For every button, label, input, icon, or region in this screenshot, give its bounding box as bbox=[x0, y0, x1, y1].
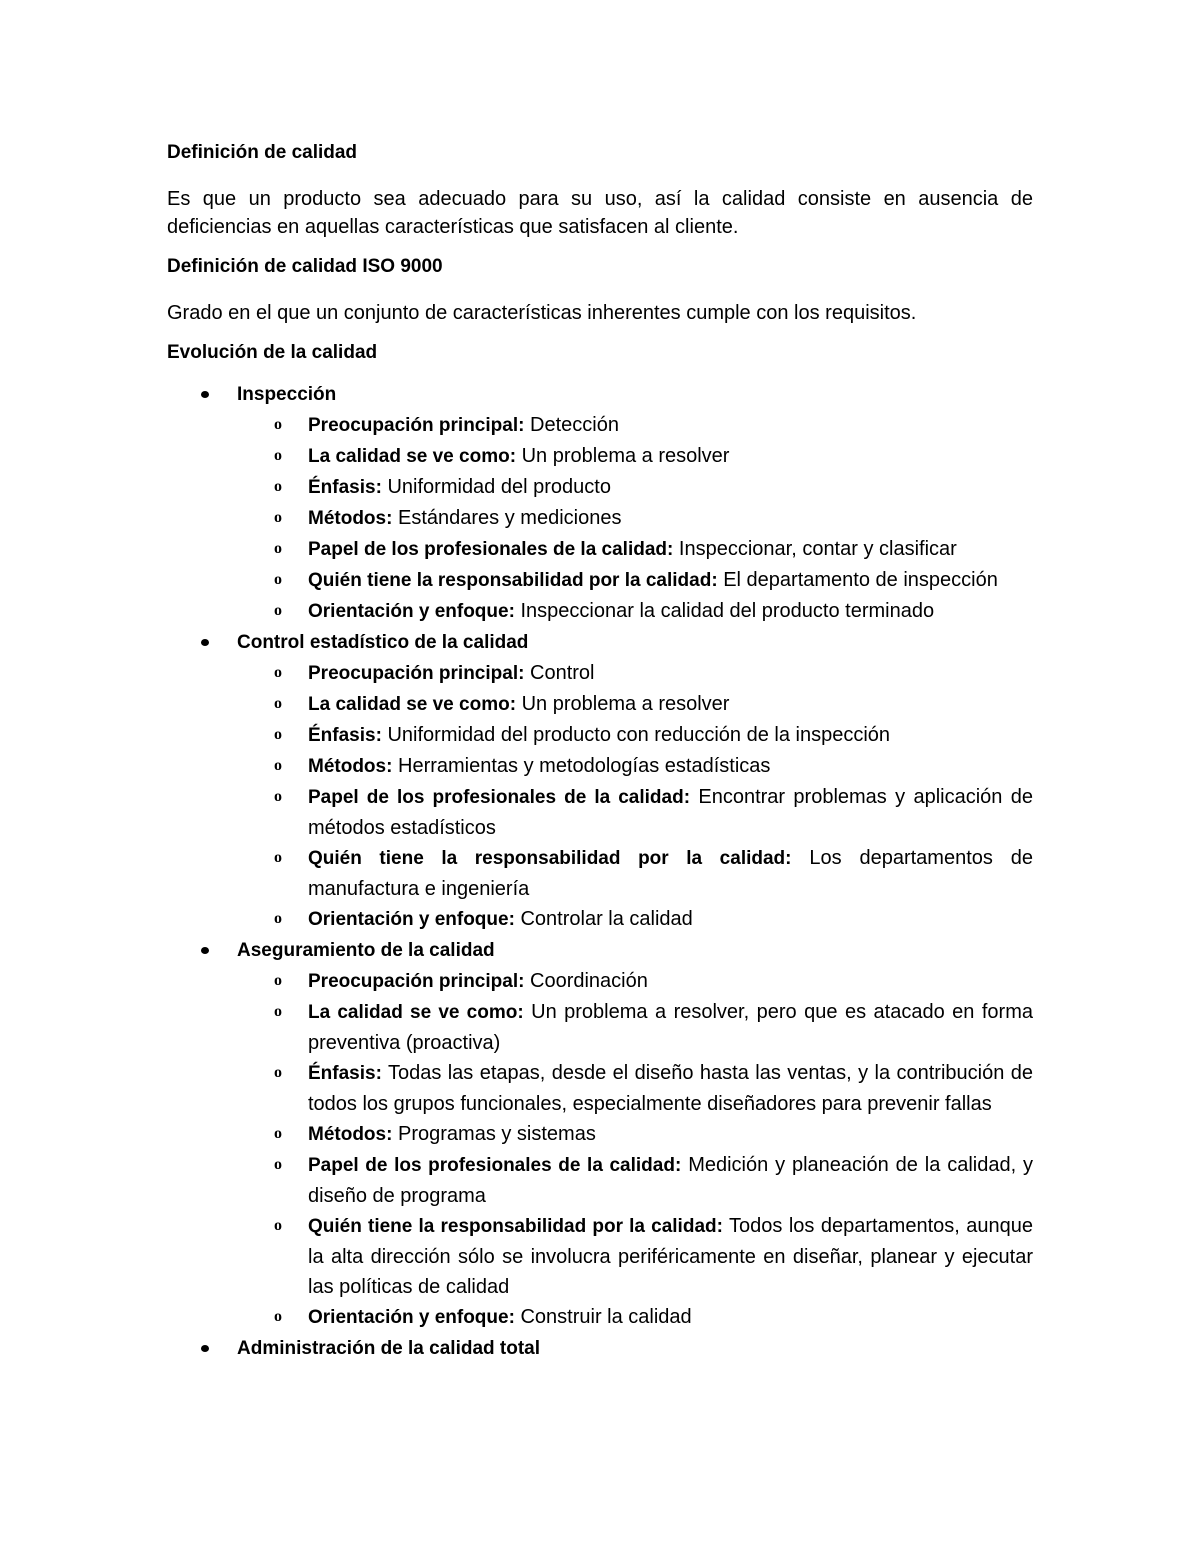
attribute-item bbox=[237, 658, 1033, 689]
attribute-item bbox=[237, 1302, 1033, 1333]
attribute-key: Orientación y enfoque: bbox=[308, 1307, 515, 1328]
attribute-value: Un problema a resolver bbox=[521, 693, 730, 715]
definition-text: Es que un producto sea adecuado para su uso, así la calidad consiste en ausencia de deficiencias en aquellas características que satisfacen al cliente. bbox=[167, 188, 1033, 238]
o-bullet-icon: o bbox=[274, 726, 282, 743]
filled-circle-bullet-icon bbox=[201, 639, 209, 646]
stage-item bbox=[167, 379, 1033, 627]
o-bullet-icon: o bbox=[274, 447, 282, 464]
o-bullet-icon: o bbox=[274, 1125, 282, 1142]
stage-attributes bbox=[237, 410, 1033, 627]
o-bullet-icon: o bbox=[274, 571, 282, 588]
attribute-value: Controlar la calidad bbox=[520, 908, 693, 930]
attribute-key: Métodos: bbox=[308, 756, 393, 777]
attribute-key: Métodos: bbox=[308, 508, 393, 529]
attribute-item bbox=[237, 1119, 1033, 1150]
attribute-value: Un problema a resolver bbox=[521, 445, 730, 467]
attribute-value: Control bbox=[530, 662, 595, 684]
o-bullet-icon: o bbox=[274, 1308, 282, 1325]
attribute-value: Medición y planeación de la calidad, y diseño de programa bbox=[308, 1154, 1034, 1207]
attribute-key: La calidad se ve como: bbox=[308, 1002, 524, 1023]
attribute-item bbox=[237, 596, 1033, 627]
attribute-item bbox=[237, 410, 1033, 441]
stage-item bbox=[167, 627, 1033, 935]
o-bullet-icon: o bbox=[274, 1064, 282, 1081]
attribute-key: La calidad se ve como: bbox=[308, 694, 517, 715]
attribute-item bbox=[237, 751, 1033, 782]
stage-name: Administración de la calidad total bbox=[237, 1338, 541, 1359]
attribute-value: Estándares y mediciones bbox=[398, 507, 622, 529]
attribute-key: Quién tiene la responsabilidad por la calidad: bbox=[308, 570, 718, 591]
attribute-item bbox=[237, 782, 1033, 843]
attribute-value: Uniformidad del producto con reducción de la inspección bbox=[387, 724, 891, 746]
o-bullet-icon: o bbox=[274, 1003, 282, 1020]
o-bullet-icon: o bbox=[274, 972, 282, 989]
attribute-key: Métodos: bbox=[308, 1124, 393, 1145]
attribute-value: Uniformidad del producto bbox=[387, 476, 611, 498]
stage-attributes bbox=[237, 658, 1033, 935]
attribute-item bbox=[237, 534, 1033, 565]
attribute-key: Orientación y enfoque: bbox=[308, 601, 515, 622]
filled-circle-bullet-icon bbox=[201, 391, 209, 398]
attribute-key: Quién tiene la responsabilidad por la calidad: bbox=[308, 1216, 723, 1237]
iso-heading: Definición de calidad ISO 9000 bbox=[167, 256, 443, 277]
attribute-key: Orientación y enfoque: bbox=[308, 909, 515, 930]
document-page bbox=[167, 141, 1033, 1364]
attribute-item bbox=[237, 904, 1033, 935]
attribute-item bbox=[237, 503, 1033, 534]
evolution-list bbox=[167, 379, 1033, 1364]
o-bullet-icon: o bbox=[274, 1217, 282, 1234]
attribute-item bbox=[237, 1211, 1033, 1302]
attribute-key: Énfasis: bbox=[308, 477, 382, 498]
attribute-value: Detección bbox=[530, 414, 619, 436]
filled-circle-bullet-icon bbox=[201, 1345, 209, 1352]
attribute-value: El departamento de inspección bbox=[723, 569, 998, 591]
attribute-item bbox=[237, 689, 1033, 720]
o-bullet-icon: o bbox=[274, 478, 282, 495]
attribute-item bbox=[237, 1150, 1033, 1211]
attribute-item bbox=[237, 843, 1033, 904]
o-bullet-icon: o bbox=[274, 695, 282, 712]
attribute-key: Preocupación principal: bbox=[308, 415, 525, 436]
attribute-item bbox=[237, 472, 1033, 503]
stage-item bbox=[167, 935, 1033, 1333]
filled-circle-bullet-icon bbox=[201, 947, 209, 954]
o-bullet-icon: o bbox=[274, 757, 282, 774]
attribute-value: Encontrar problemas y aplicación de métodos estadísticos bbox=[308, 786, 1034, 839]
attribute-item bbox=[237, 565, 1033, 596]
o-bullet-icon: o bbox=[274, 1156, 282, 1173]
attribute-item bbox=[237, 1058, 1033, 1119]
stage-name: Control estadístico de la calidad bbox=[237, 632, 529, 653]
evolution-heading: Evolución de la calidad bbox=[167, 342, 378, 363]
attribute-key: Énfasis: bbox=[308, 725, 382, 746]
attribute-value: Inspeccionar la calidad del producto terminado bbox=[520, 600, 935, 622]
attribute-key: Preocupación principal: bbox=[308, 663, 525, 684]
attribute-key: Papel de los profesionales de la calidad: bbox=[308, 787, 691, 808]
attribute-value: Inspeccionar, contar y clasificar bbox=[678, 538, 957, 560]
attribute-key: Quién tiene la responsabilidad por la calidad: bbox=[308, 848, 792, 869]
attribute-value: Construir la calidad bbox=[520, 1306, 692, 1328]
attribute-value: Coordinación bbox=[530, 970, 648, 992]
stage-attributes bbox=[237, 966, 1033, 1333]
o-bullet-icon: o bbox=[274, 910, 282, 927]
attribute-key: Énfasis: bbox=[308, 1063, 382, 1084]
o-bullet-icon: o bbox=[274, 664, 282, 681]
stage-name: Aseguramiento de la calidad bbox=[237, 940, 495, 961]
attribute-value: Los departamentos de manufactura e ingeniería bbox=[308, 847, 1033, 900]
o-bullet-icon: o bbox=[274, 602, 282, 619]
o-bullet-icon: o bbox=[274, 788, 282, 805]
o-bullet-icon: o bbox=[274, 540, 282, 557]
attribute-value: Todas las etapas, desde el diseño hasta las ventas, y la contribución de todos los grupos funcionales, especialmente diseñadores para prevenir fallas bbox=[308, 1062, 1033, 1115]
definition-heading: Definición de calidad bbox=[167, 142, 358, 163]
attribute-value: Un problema a resolver, pero que es atacado en forma preventiva (proactiva) bbox=[308, 1001, 1033, 1054]
attribute-key: La calidad se ve como: bbox=[308, 446, 517, 467]
attribute-item bbox=[237, 720, 1033, 751]
stage-item bbox=[167, 1333, 1033, 1364]
attribute-item bbox=[237, 441, 1033, 472]
attribute-item bbox=[237, 966, 1033, 997]
o-bullet-icon: o bbox=[274, 416, 282, 433]
attribute-key: Papel de los profesionales de la calidad: bbox=[308, 539, 674, 560]
attribute-key: Papel de los profesionales de la calidad: bbox=[308, 1155, 682, 1176]
stage-name: Inspección bbox=[237, 384, 337, 405]
attribute-value: Todos los departamentos, aunque la alta dirección sólo se involucra periféricamente en diseñar, planear y ejecutar las políticas de calidad bbox=[308, 1215, 1033, 1298]
attribute-value: Programas y sistemas bbox=[398, 1123, 596, 1145]
o-bullet-icon: o bbox=[274, 509, 282, 526]
o-bullet-icon: o bbox=[274, 849, 282, 866]
attribute-value: Herramientas y metodologías estadísticas bbox=[398, 755, 771, 777]
attribute-key: Preocupación principal: bbox=[308, 971, 525, 992]
iso-text: Grado en el que un conjunto de características inherentes cumple con los requisitos. bbox=[167, 302, 917, 324]
attribute-item bbox=[237, 997, 1033, 1058]
